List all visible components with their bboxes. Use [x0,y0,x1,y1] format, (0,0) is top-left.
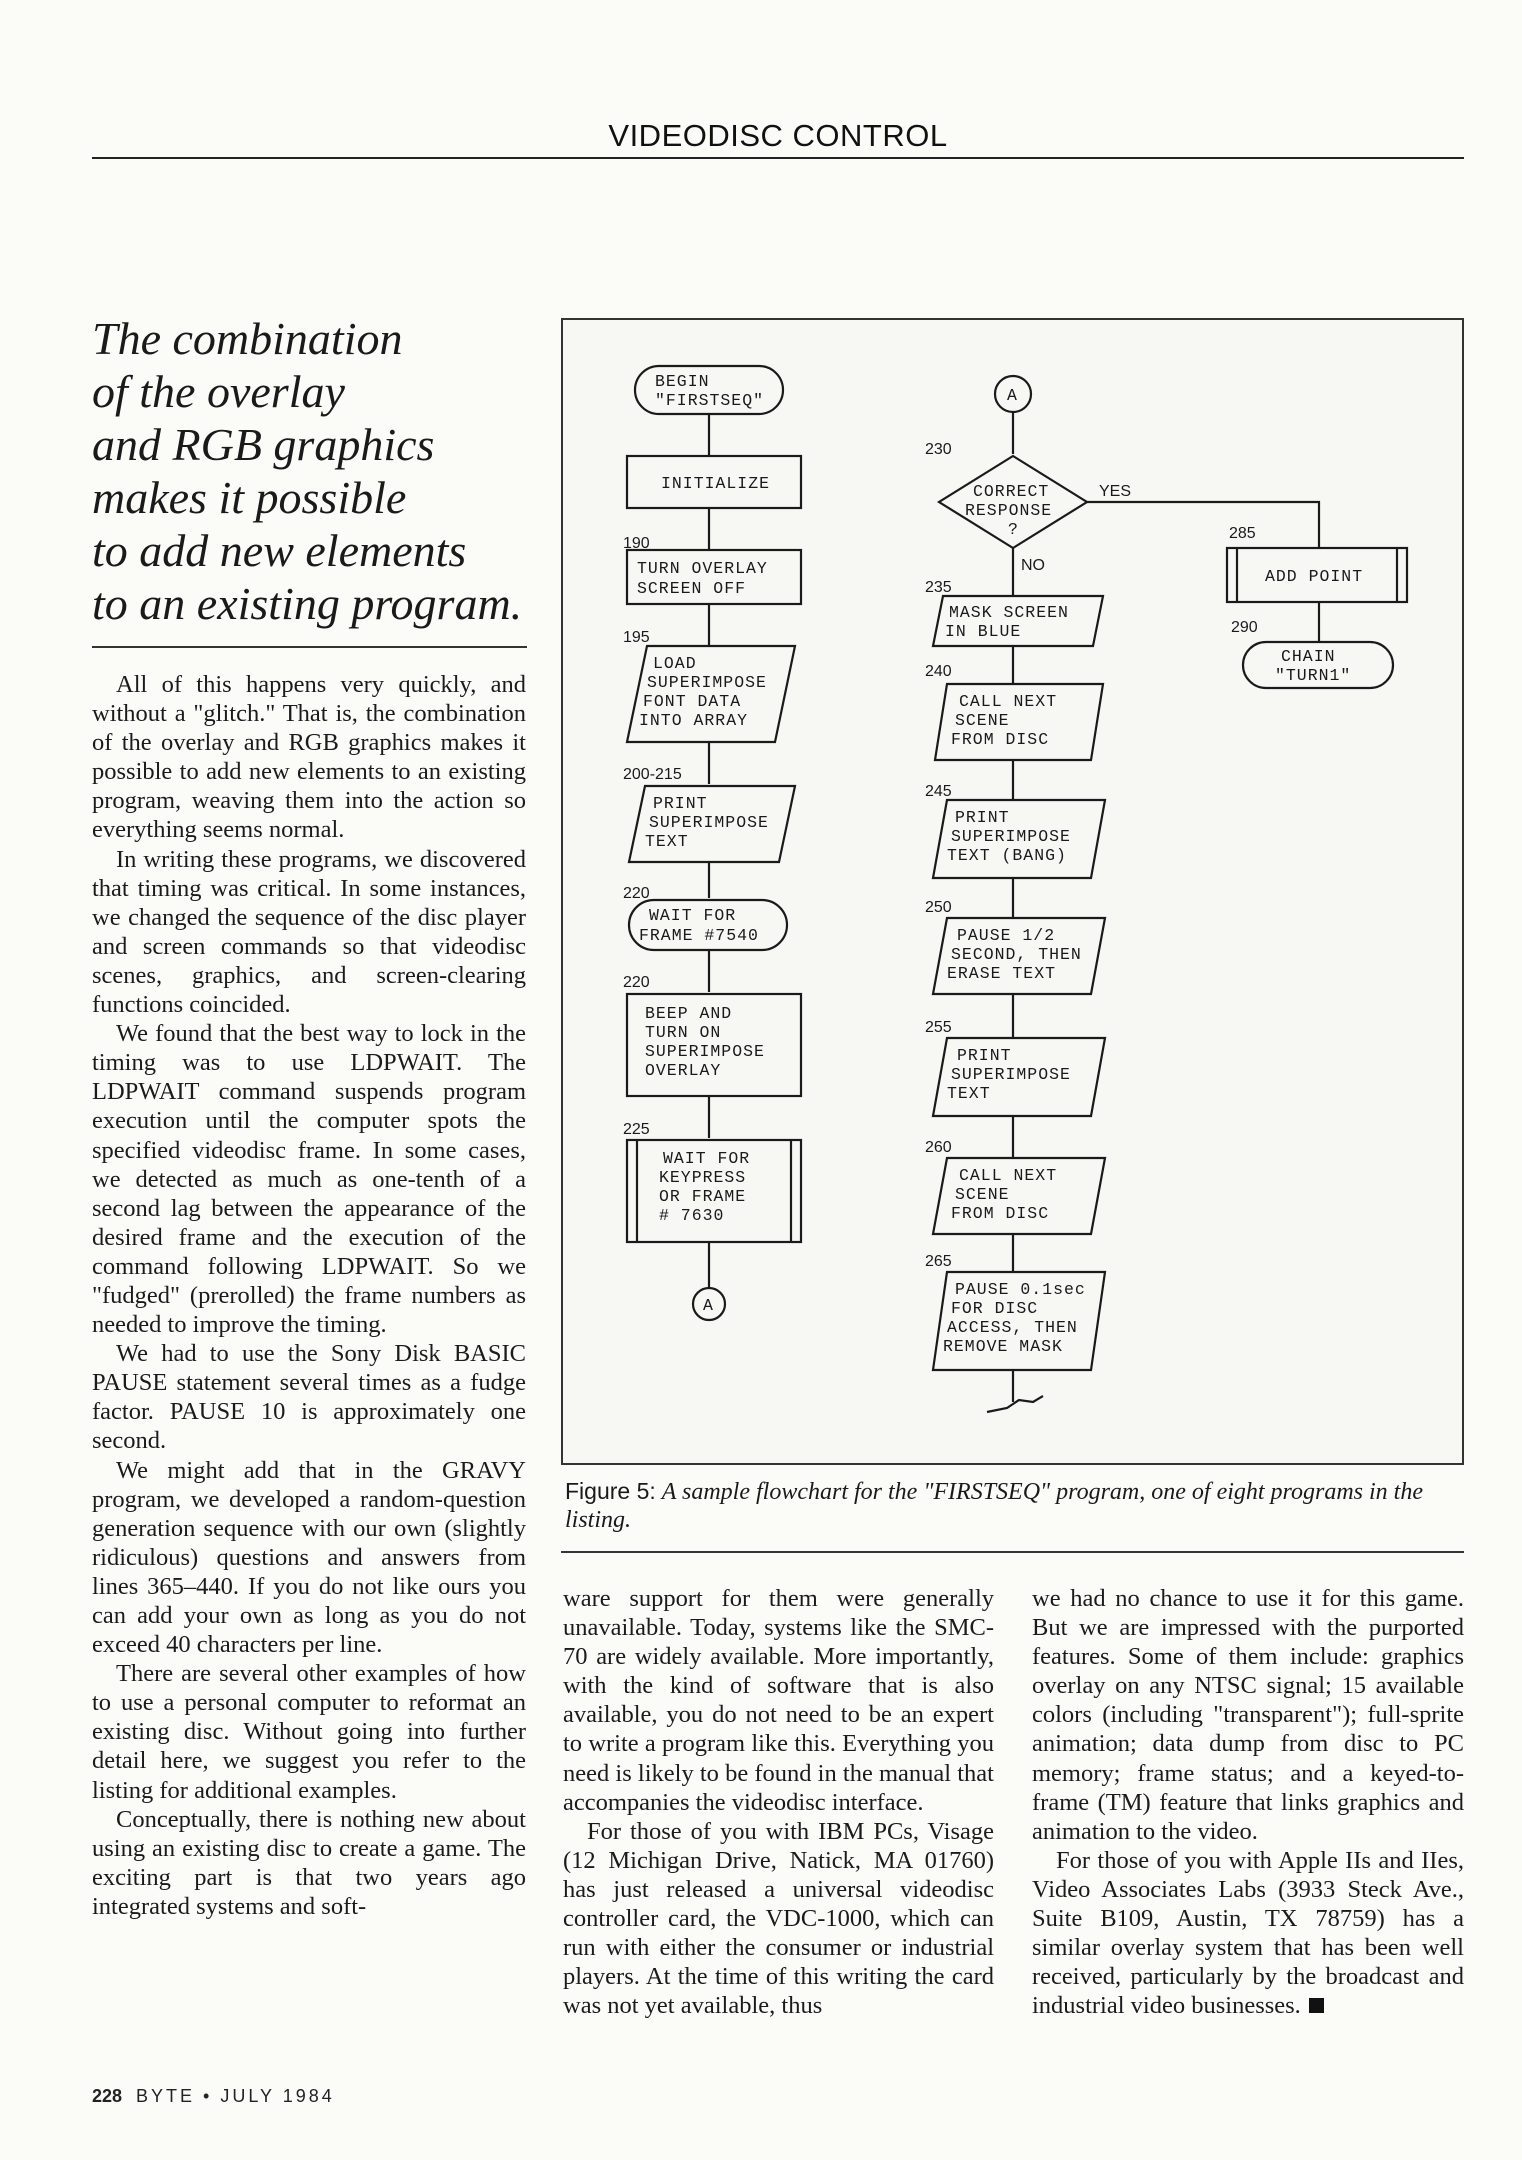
call-scene2-label: CALL NEXT [959,1166,1058,1185]
paragraph: For those of you with IBM PCs, Visage (12 Michigan Drive, Natick, MA 01760) has just released a universal videodisc controller card, the VDC-1000, which can run with either the consumer or industrial players. At the time of this writing the card was not yet available, thus [563,1817,994,2020]
body-column-3 [1032,1584,1464,2020]
pull-quote [92,312,532,630]
line-number: 235 [925,579,952,596]
pause-mask-label: PAUSE 0.1sec [955,1280,1086,1299]
load-font-label: FONT DATA [643,692,742,711]
decision-label: RESPONSE [965,501,1053,520]
chain-label: CHAIN [1281,647,1336,666]
print-text2-label: TEXT [947,1084,991,1103]
pull-quote-line: makes it possible [92,472,407,523]
caption-rule [561,1551,1464,1553]
header-rule [92,157,1464,159]
paragraph-text: For those of you with Apple IIs and IIes, Video Associates Labs (3933 Steck Ave., Suite B109, Austin, TX 78759) has a similar overlay system that has been well received, particularly by the broadcast and industrial video businesses. [1032,1846,1464,2020]
load-font-label: SUPERIMPOSE [647,673,767,692]
paragraph: There are several other examples of how to use a personal computer to reformat an existing disc. Without going into further detail here, we suggest you refer to the listing for additional examples. [92,1660,526,1804]
yes-label: YES [1099,483,1132,500]
paragraph [1032,1846,1464,2021]
flow-end-squiggle [987,1396,1043,1412]
line-number: 260 [925,1139,952,1156]
wait-key-label: WAIT FOR [663,1149,751,1168]
body-column-2 [563,1584,994,2020]
pull-quote-line: and RGB graphics [92,419,435,470]
overlay-off-label: SCREEN OFF [637,579,747,598]
line-number: 230 [925,441,952,458]
line-number: 250 [925,899,952,916]
mask-blue-label: IN BLUE [945,622,1022,641]
pull-quote-line: to an existing program. [92,578,523,629]
begin-label: "FIRSTSEQ" [655,391,765,410]
chain-label: "TURN1" [1275,666,1352,685]
paragraph: We found that the best way to lock in the timing was to use LDPWAIT. The LDPWAIT command suspends program execution until the computer spots the specified videodisc frame. In some cases, we detected as much as one-tenth of a second lag between the appearance of the desired frame and the execution of the command following LDPWAIT. So we "fudged" (prerolled) the frame numbers as needed to improve the timing. [92,1020,526,1339]
page-footer [92,2086,335,2107]
wait-key-label: # 7630 [659,1206,725,1225]
line-number: 255 [925,1019,952,1036]
pause-mask-label: ACCESS, THEN [947,1318,1078,1337]
call-scene-label: CALL NEXT [959,692,1058,711]
line-number: 220 [623,885,650,902]
initialize-label: INITIALIZE [661,474,771,493]
mask-blue-label: MASK SCREEN [949,603,1069,622]
no-label: NO [1021,557,1045,574]
line-number: 200-215 [623,766,682,783]
pause-half-label: PAUSE 1/2 [957,926,1056,945]
print-text-label: PRINT [653,794,708,813]
pause-half-label: SECOND, THEN [951,945,1082,964]
pause-half-label: ERASE TEXT [947,964,1057,983]
print-text-label: TEXT [645,832,689,851]
wait-frame-label: WAIT FOR [649,906,737,925]
load-font-label: INTO ARRAY [639,711,749,730]
call-scene-label: SCENE [955,711,1010,730]
overlay-off-label: TURN OVERLAY [637,559,768,578]
print-text2-label: SUPERIMPOSE [951,1065,1071,1084]
figure-caption [565,1477,1425,1534]
end-of-article-mark [1309,1998,1324,2013]
line-number: 240 [925,663,952,680]
figure-caption-label: Figure 5: [565,1478,656,1504]
figure-caption-text: A sample flowchart for the "FIRSTSEQ" program, one of eight programs in the listing. [565,1479,1424,1533]
paragraph: In writing these programs, we discovered that timing was critical. In some instances, we changed the sequence of the disc player and screen commands so that videodisc scenes, graphics, and screen-clearing functions coincided. [92,845,526,1019]
paragraph: All of this happens very quickly, and without a "glitch." That is, the combination of the overlay and RGB graphics makes it possible to add new elements to an existing program, weaving them into the action so everything seems normal. [92,671,526,844]
print-text-label: SUPERIMPOSE [649,813,769,832]
decision-label: ? [1008,520,1019,539]
figure-5-flowchart [561,318,1464,1465]
running-header: VIDEODISC CONTROL [608,118,948,153]
line-number: 245 [925,783,952,800]
pull-quote-line: The combination [92,313,403,364]
beep-label: OVERLAY [645,1061,722,1080]
line-number: 285 [1229,525,1256,542]
paragraph: We might add that in the GRAVY program, we developed a random-question generation sequence with our own (slightly ridiculous) questions and answers from lines 365–440. If you do not like ours you can add your own as long as you do not exceed 40 characters per line. [92,1456,526,1659]
pull-quote-line: to add new elements [92,525,467,576]
connector-label: A [1007,386,1018,405]
line-number: 265 [925,1253,952,1270]
print-bang-label: TEXT (BANG) [947,846,1067,865]
add-point-label: ADD POINT [1265,567,1364,586]
line-number: 195 [623,629,650,646]
line-number: 190 [623,535,650,552]
line-number: 225 [623,1121,650,1138]
pull-quote-rule [92,646,527,648]
footer-text: BYTE • JULY 1984 [136,2086,335,2106]
flowchart-svg [563,320,1466,1467]
pause-mask-label: REMOVE MASK [943,1337,1063,1356]
wait-key-label: OR FRAME [659,1187,747,1206]
beep-label: TURN ON [645,1023,722,1042]
paragraph: we had no chance to use it for this game. But we are impressed with the purported features. Some of them include: graphics overlay on any NTSC signal; 15 available colors (including "transparent"); full-sprite animation; data dump from disc to PC memory; frame status; and a keyed-to-frame (TM) feature that links graphics and animation to the video. [1032,1585,1464,1845]
decision-label: CORRECT [973,482,1050,501]
print-bang-label: SUPERIMPOSE [951,827,1071,846]
wait-frame-label: FRAME #7540 [639,926,759,945]
print-text2-label: PRINT [957,1046,1012,1065]
begin-label: BEGIN [655,372,710,391]
connector-label: A [703,1296,714,1315]
page-number: 228 [92,2086,123,2106]
beep-label: BEEP AND [645,1004,733,1023]
line-number: 290 [1231,619,1258,636]
pause-mask-label: FOR DISC [951,1299,1039,1318]
call-scene2-label: FROM DISC [951,1204,1050,1223]
wait-key-label: KEYPRESS [659,1168,747,1187]
body-column-1 [92,670,526,1921]
yes-edge [1087,502,1319,548]
pull-quote-line: of the overlay [92,366,345,417]
line-number: 220 [623,974,650,991]
call-scene2-label: SCENE [955,1185,1010,1204]
call-scene-label: FROM DISC [951,730,1050,749]
paragraph: We had to use the Sony Disk BASIC PAUSE statement several times as a fudge factor. PAUSE 10 is approximately one second. [92,1340,526,1455]
load-font-label: LOAD [653,654,697,673]
print-bang-label: PRINT [955,808,1010,827]
paragraph: ware support for them were generally unavailable. Today, systems like the SMC-70 are widely available. More importantly, with the kind of software that is also available, you do not need to be an expert to write a program like this. Everything you need is likely to be found in the manual that accompanies the videodisc interface. [563,1585,994,1816]
paragraph: Conceptually, there is nothing new about using an existing disc to create a game. The exciting part is that two years ago integrated systems and soft- [92,1805,526,1920]
beep-label: SUPERIMPOSE [645,1042,765,1061]
